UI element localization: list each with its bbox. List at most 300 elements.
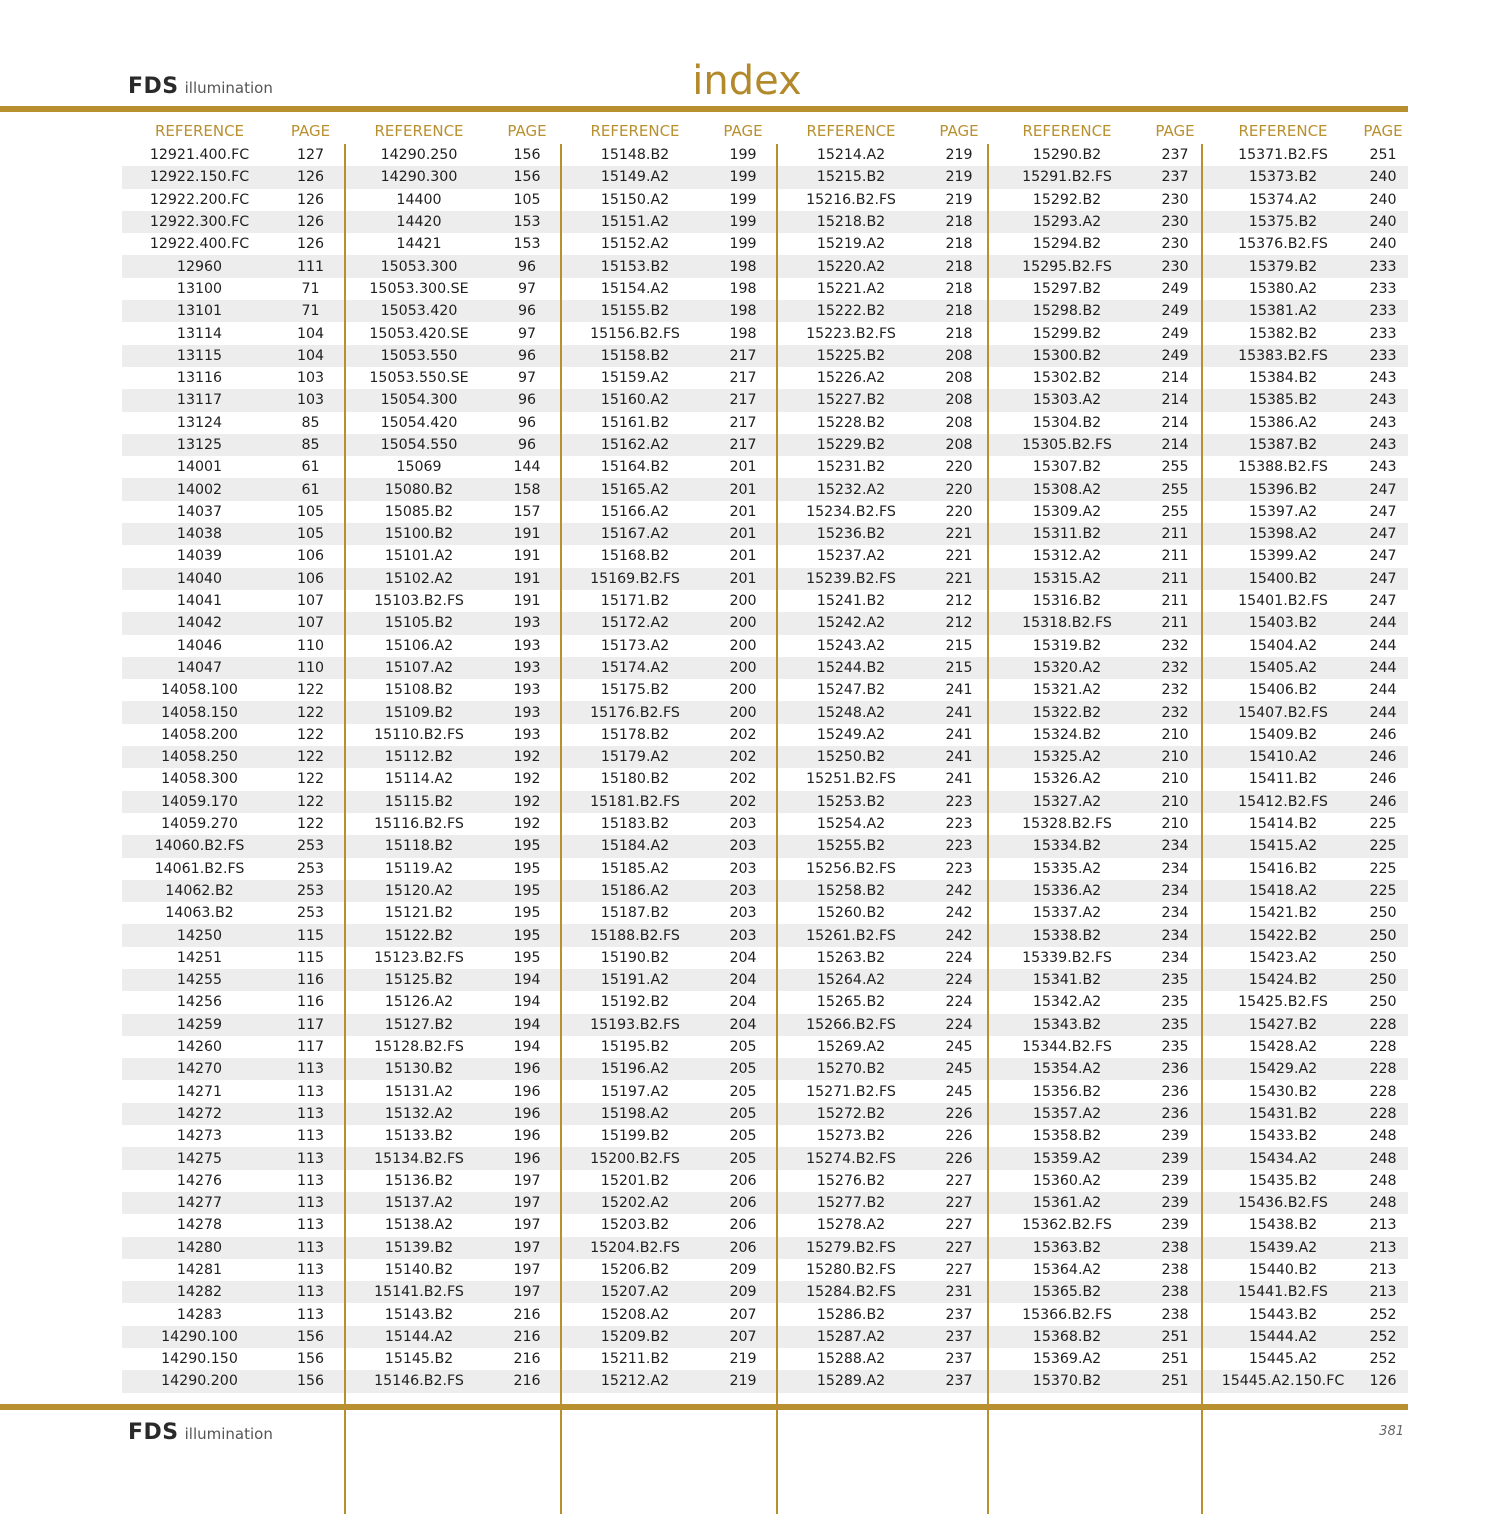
reference-cell: 15131.A2 — [384, 1083, 454, 1100]
reference-cell: 15251.B2.FS — [806, 771, 896, 788]
column-header-page: PAGE — [507, 122, 547, 140]
reference-cell: 15248.A2 — [816, 704, 886, 721]
page-cell: 200 — [729, 637, 757, 654]
reference-cell: 15140.B2 — [384, 1261, 454, 1278]
reference-cell: 15407.B2.FS — [1238, 704, 1328, 721]
column-group-divider — [560, 144, 562, 1514]
page-cell: 246 — [1369, 749, 1397, 766]
page-cell: 200 — [729, 704, 757, 721]
table-row — [122, 233, 1408, 255]
reference-cell: 15294.B2 — [1032, 236, 1102, 253]
reference-cell: 13125 — [176, 437, 223, 453]
page-cell: 240 — [1369, 191, 1397, 208]
reference-cell: 15144.A2 — [384, 1328, 454, 1345]
reference-cell: 15187.B2 — [600, 905, 670, 922]
page-cell: 194 — [513, 1016, 541, 1033]
page-cell: 200 — [729, 593, 757, 610]
reference-cell: 15422.B2 — [1248, 927, 1318, 944]
reference-cell: 14290.100 — [161, 1328, 238, 1345]
page-cell: 244 — [1369, 637, 1397, 654]
table-row — [122, 1036, 1408, 1058]
page-cell: 224 — [945, 972, 973, 989]
page-cell: 216 — [513, 1328, 541, 1345]
reference-cell: 15244.B2 — [816, 659, 886, 676]
page-cell: 193 — [513, 726, 541, 743]
page-cell: 113 — [296, 1150, 325, 1167]
reference-cell: 15371.B2.FS — [1238, 147, 1328, 164]
page-cell: 201 — [729, 570, 757, 587]
reference-cell: 13100 — [176, 280, 223, 297]
reference-cell: 14421 — [396, 236, 442, 253]
reference-cell: 15384.B2 — [1248, 370, 1318, 387]
page-cell: 243 — [1369, 437, 1397, 453]
reference-cell: 15273.B2 — [816, 1128, 886, 1145]
reference-cell: 15193.B2.FS — [590, 1016, 680, 1033]
page-cell: 104 — [296, 325, 325, 342]
reference-cell: 14040 — [176, 570, 223, 587]
reference-cell: 15425.B2.FS — [1238, 994, 1328, 1011]
reference-cell: 15319.B2 — [1032, 637, 1102, 654]
page-cell: 71 — [301, 303, 320, 320]
reference-cell: 14061.B2.FS — [154, 860, 245, 877]
page-cell: 204 — [729, 994, 757, 1011]
reference-cell: 15254.A2 — [816, 816, 886, 833]
page-cell: 252 — [1369, 1351, 1397, 1368]
reference-cell: 15435.B2 — [1248, 1172, 1318, 1189]
page-cell: 243 — [1369, 392, 1397, 409]
reference-cell: 15359.A2 — [1032, 1150, 1102, 1167]
page-cell: 206 — [729, 1239, 757, 1256]
page-cell: 196 — [513, 1083, 541, 1100]
reference-cell: 12960 — [176, 258, 223, 275]
reference-cell: 15141.B2.FS — [374, 1284, 464, 1301]
table-row — [122, 189, 1408, 211]
reference-cell: 15232.A2 — [816, 481, 886, 498]
reference-cell: 15183.B2 — [600, 816, 670, 833]
reference-cell: 15108.B2 — [384, 682, 454, 699]
reference-cell: 15202.A2 — [600, 1195, 670, 1212]
page-cell: 237 — [945, 1306, 973, 1323]
page-cell: 233 — [1369, 258, 1397, 275]
reference-cell: 15237.A2 — [816, 548, 886, 565]
page-cell: 113 — [296, 1128, 325, 1145]
page-cell: 207 — [729, 1306, 757, 1323]
column-header-reference: REFERENCE — [374, 122, 464, 140]
reference-cell: 15053.550 — [380, 347, 458, 364]
reference-cell: 15256.B2.FS — [806, 860, 896, 877]
page-cell: 193 — [513, 682, 541, 699]
page-cell: 221 — [945, 526, 973, 543]
reference-cell: 14250 — [176, 927, 223, 944]
page-cell: 122 — [296, 682, 325, 699]
reference-cell: 14042 — [176, 615, 223, 632]
reference-cell: 15362.B2.FS — [1022, 1217, 1112, 1234]
reference-cell: 15148.B2 — [600, 147, 670, 164]
reference-cell: 13117 — [176, 392, 223, 409]
reference-cell: 15298.B2 — [1032, 303, 1102, 320]
page-cell: 240 — [1369, 214, 1397, 231]
reference-cell: 15299.B2 — [1032, 325, 1102, 342]
reference-cell: 15444.A2 — [1248, 1328, 1318, 1345]
page-cell: 209 — [729, 1284, 757, 1301]
reference-cell: 14272 — [176, 1105, 223, 1122]
page-cell: 250 — [1369, 905, 1397, 922]
reference-cell: 15439.A2 — [1248, 1239, 1318, 1256]
page-cell: 218 — [945, 258, 973, 275]
column-header-page: PAGE — [1155, 122, 1195, 140]
page-cell: 227 — [945, 1239, 973, 1256]
reference-cell: 15105.B2 — [384, 615, 454, 632]
reference-cell: 15102.A2 — [384, 570, 454, 587]
page-cell: 205 — [729, 1150, 757, 1167]
reference-cell: 15155.B2 — [600, 303, 670, 320]
reference-cell: 15176.B2.FS — [590, 704, 680, 721]
page-cell: 106 — [296, 548, 325, 565]
reference-cell: 15405.A2 — [1248, 659, 1318, 676]
reference-cell: 15219.A2 — [816, 236, 886, 253]
header-divider — [0, 106, 1408, 112]
page-cell: 211 — [1161, 615, 1189, 632]
table-row — [122, 679, 1408, 701]
page-cell: 71 — [301, 280, 320, 297]
reference-cell: 15307.B2 — [1032, 459, 1102, 476]
reference-cell: 15260.B2 — [816, 905, 886, 922]
reference-cell: 15276.B2 — [816, 1172, 886, 1189]
reference-cell: 14002 — [176, 481, 223, 498]
page-cell: 196 — [513, 1150, 541, 1167]
table-row — [122, 568, 1408, 590]
reference-cell: 15204.B2.FS — [590, 1239, 680, 1256]
page-cell: 242 — [945, 882, 973, 899]
reference-cell: 14278 — [176, 1217, 223, 1234]
reference-cell: 15228.B2 — [816, 414, 886, 431]
page-cell: 203 — [729, 905, 757, 922]
page-cell: 197 — [513, 1195, 541, 1212]
page-cell: 201 — [729, 481, 757, 498]
reference-cell: 15080.B2 — [384, 481, 454, 498]
reference-cell: 15168.B2 — [600, 548, 670, 565]
page-cell: 249 — [1161, 347, 1189, 364]
page-cell: 122 — [296, 704, 325, 721]
reference-cell: 12922.150.FC — [149, 169, 250, 186]
page-cell: 96 — [517, 392, 537, 409]
reference-cell: 15429.A2 — [1248, 1061, 1318, 1078]
reference-cell: 15166.A2 — [600, 503, 670, 520]
table-row — [122, 1080, 1408, 1102]
table-row — [122, 1192, 1408, 1214]
page-cell: 200 — [729, 659, 757, 676]
reference-cell: 15381.A2 — [1248, 303, 1318, 320]
page-cell: 191 — [513, 548, 541, 565]
page-cell: 117 — [296, 1016, 325, 1033]
reference-cell: 14047 — [176, 659, 223, 676]
page-cell: 206 — [729, 1195, 757, 1212]
page-cell: 252 — [1369, 1328, 1397, 1345]
page-cell: 117 — [296, 1039, 325, 1056]
page-cell: 210 — [1161, 771, 1189, 788]
page-cell: 232 — [1161, 682, 1189, 699]
page-cell: 223 — [945, 860, 973, 877]
reference-cell: 15255.B2 — [816, 838, 886, 855]
page-cell: 153 — [513, 214, 541, 231]
reference-cell: 15334.B2 — [1032, 838, 1102, 855]
page-cell: 208 — [945, 347, 973, 364]
reference-cell: 15375.B2 — [1248, 214, 1318, 231]
page-cell: 242 — [945, 905, 973, 922]
reference-cell: 14039 — [176, 548, 223, 565]
reference-cell: 15400.B2 — [1248, 570, 1318, 587]
reference-cell: 15279.B2.FS — [806, 1239, 896, 1256]
reference-cell: 15309.A2 — [1032, 503, 1102, 520]
reference-cell: 14270 — [176, 1061, 223, 1078]
reference-cell: 15100.B2 — [384, 526, 454, 543]
reference-cell: 15358.B2 — [1032, 1128, 1102, 1145]
page-cell: 213 — [1369, 1284, 1397, 1301]
page-cell: 210 — [1161, 726, 1189, 743]
page-cell: 253 — [296, 838, 325, 855]
page-cell: 200 — [729, 615, 757, 632]
reference-cell: 15158.B2 — [600, 347, 670, 364]
table-row — [122, 545, 1408, 567]
page-cell: 211 — [1161, 593, 1189, 610]
reference-cell: 15053.420 — [380, 303, 458, 320]
page-cell: 225 — [1369, 882, 1397, 899]
page-cell: 199 — [729, 147, 757, 164]
page-cell: 250 — [1369, 972, 1397, 989]
page-cell: 241 — [945, 682, 973, 699]
reference-cell: 15354.A2 — [1032, 1061, 1102, 1078]
reference-cell: 15434.A2 — [1248, 1150, 1318, 1167]
page-cell: 205 — [729, 1105, 757, 1122]
reference-cell: 15366.B2.FS — [1022, 1306, 1112, 1323]
page-cell: 127 — [296, 147, 325, 164]
page-cell: 241 — [945, 771, 973, 788]
page-cell: 110 — [296, 659, 325, 676]
page-cell: 243 — [1369, 370, 1397, 387]
page-cell: 221 — [945, 570, 973, 587]
page-cell: 203 — [729, 816, 757, 833]
reference-cell: 15428.A2 — [1248, 1039, 1318, 1056]
table-row — [122, 947, 1408, 969]
reference-cell: 14280 — [176, 1239, 223, 1256]
page-cell: 249 — [1161, 325, 1189, 342]
page-cell: 198 — [729, 325, 757, 342]
reference-cell: 14058.200 — [161, 726, 238, 743]
page-cell: 237 — [1161, 147, 1189, 164]
page-cell: 209 — [729, 1261, 757, 1278]
page-cell: 202 — [729, 793, 757, 810]
page-cell: 217 — [729, 347, 757, 364]
reference-cell: 15242.A2 — [816, 615, 886, 632]
reference-cell: 15216.B2.FS — [806, 191, 896, 208]
reference-cell: 15415.A2 — [1248, 838, 1318, 855]
page-cell: 214 — [1161, 370, 1189, 387]
page-cell: 196 — [513, 1061, 541, 1078]
page-cell: 251 — [1369, 147, 1397, 164]
page-cell: 204 — [729, 1016, 757, 1033]
reference-cell: 14037 — [176, 503, 223, 520]
reference-cell: 15152.A2 — [600, 236, 670, 253]
page-cell: 235 — [1161, 1016, 1189, 1033]
column-group-divider — [344, 144, 346, 1514]
page-cell: 234 — [1161, 927, 1189, 944]
page-cell: 201 — [729, 526, 757, 543]
reference-cell: 15085.B2 — [384, 503, 454, 520]
column-header-page: PAGE — [723, 122, 763, 140]
table-row — [122, 1125, 1408, 1147]
page-cell: 195 — [513, 927, 541, 944]
reference-cell: 15139.B2 — [384, 1239, 454, 1256]
page-cell: 246 — [1369, 771, 1397, 788]
page-cell: 208 — [945, 392, 973, 409]
reference-cell: 12922.400.FC — [149, 236, 250, 253]
table-row — [122, 166, 1408, 188]
reference-cell: 15370.B2 — [1032, 1373, 1102, 1390]
page-cell: 239 — [1161, 1195, 1189, 1212]
reference-cell: 15190.B2 — [600, 949, 670, 966]
reference-cell: 15387.B2 — [1248, 437, 1318, 453]
page-cell: 61 — [301, 481, 320, 498]
reference-cell: 14290.200 — [161, 1373, 238, 1390]
page-cell: 245 — [945, 1039, 973, 1056]
reference-cell: 15308.A2 — [1032, 481, 1102, 498]
reference-cell: 15316.B2 — [1032, 593, 1102, 610]
page-number: 381 — [1379, 1424, 1404, 1439]
page-cell: 218 — [945, 280, 973, 297]
page-cell: 227 — [945, 1172, 973, 1189]
page-cell: 227 — [945, 1261, 973, 1278]
page-cell: 244 — [1369, 704, 1397, 721]
page-cell: 250 — [1369, 927, 1397, 944]
table-row — [122, 880, 1408, 902]
page-cell: 211 — [1161, 548, 1189, 565]
page-cell: 115 — [296, 927, 325, 944]
table-header-row — [122, 118, 1408, 144]
reference-cell: 15226.A2 — [816, 370, 886, 387]
page-cell: 207 — [729, 1328, 757, 1345]
page-cell: 235 — [1161, 972, 1189, 989]
page-cell: 241 — [945, 726, 973, 743]
reference-cell: 15119.A2 — [384, 860, 454, 877]
reference-cell: 15118.B2 — [384, 838, 454, 855]
page-cell: 234 — [1161, 905, 1189, 922]
reference-cell: 14058.250 — [161, 749, 238, 766]
page-cell: 197 — [513, 1172, 541, 1189]
page-cell: 206 — [729, 1172, 757, 1189]
page-cell: 220 — [945, 459, 973, 476]
page-cell: 216 — [513, 1351, 541, 1368]
reference-cell: 15053.420.SE — [369, 325, 469, 342]
page-cell: 201 — [729, 548, 757, 565]
table-row — [122, 1058, 1408, 1080]
page-cell: 217 — [729, 437, 757, 453]
page-cell: 255 — [1161, 503, 1189, 520]
reference-cell: 15247.B2 — [816, 682, 886, 699]
reference-cell: 15365.B2 — [1032, 1284, 1102, 1301]
page-cell: 198 — [729, 303, 757, 320]
page-cell: 153 — [513, 236, 541, 253]
page-cell: 195 — [513, 949, 541, 966]
reference-cell: 15114.A2 — [384, 771, 454, 788]
reference-cell: 15207.A2 — [600, 1284, 670, 1301]
page-cell: 246 — [1369, 726, 1397, 743]
reference-cell: 15269.A2 — [816, 1039, 886, 1056]
page-cell: 96 — [517, 437, 537, 453]
reference-cell: 13114 — [176, 325, 223, 342]
reference-cell: 15357.A2 — [1032, 1105, 1102, 1122]
reference-cell: 15379.B2 — [1248, 258, 1318, 275]
reference-cell: 15110.B2.FS — [374, 726, 464, 743]
page-title: index — [692, 58, 802, 104]
reference-cell: 15399.A2 — [1248, 548, 1318, 565]
reference-cell: 14400 — [396, 191, 442, 208]
reference-cell: 14281 — [176, 1261, 223, 1278]
reference-cell: 15271.B2.FS — [806, 1083, 896, 1100]
reference-cell: 14290.300 — [380, 169, 458, 186]
table-row — [122, 478, 1408, 500]
reference-cell: 15186.A2 — [600, 882, 670, 899]
reference-cell: 15054.420 — [380, 414, 458, 431]
reference-cell: 15161.B2 — [600, 414, 670, 431]
page-cell: 225 — [1369, 838, 1397, 855]
page-cell: 200 — [729, 682, 757, 699]
page-cell: 220 — [945, 481, 973, 498]
reference-cell: 15188.B2.FS — [590, 927, 680, 944]
reference-cell: 15274.B2.FS — [806, 1150, 896, 1167]
index-table — [122, 118, 1408, 1393]
page-cell: 115 — [296, 949, 325, 966]
reference-cell: 15128.B2.FS — [374, 1039, 464, 1056]
reference-cell: 15441.B2.FS — [1238, 1284, 1328, 1301]
page-cell: 158 — [513, 481, 541, 498]
reference-cell: 15343.B2 — [1032, 1016, 1102, 1033]
page-cell: 203 — [729, 927, 757, 944]
reference-cell: 15197.A2 — [600, 1083, 670, 1100]
page-cell: 113 — [296, 1083, 325, 1100]
reference-cell: 14420 — [396, 214, 442, 231]
reference-cell: 15249.A2 — [816, 726, 886, 743]
reference-cell: 15122.B2 — [384, 927, 454, 944]
reference-cell: 15410.A2 — [1248, 749, 1318, 766]
page-cell: 250 — [1369, 949, 1397, 966]
page-cell: 246 — [1369, 793, 1397, 810]
reference-cell: 15115.B2 — [384, 793, 454, 810]
page-cell: 96 — [517, 303, 537, 320]
reference-cell: 15412.B2.FS — [1238, 793, 1328, 810]
page-cell: 156 — [513, 147, 541, 164]
table-row — [122, 345, 1408, 367]
page-cell: 85 — [301, 414, 320, 431]
page-cell: 237 — [945, 1373, 973, 1390]
reference-cell: 15227.B2 — [816, 392, 886, 409]
reference-cell: 15406.B2 — [1248, 682, 1318, 699]
page-cell: 239 — [1161, 1150, 1189, 1167]
reference-cell: 15397.A2 — [1248, 503, 1318, 520]
page-cell: 195 — [513, 882, 541, 899]
page-cell: 202 — [729, 726, 757, 743]
brand-subtitle: illumination — [184, 1425, 273, 1443]
reference-cell: 15364.A2 — [1032, 1261, 1102, 1278]
reference-cell: 15440.B2 — [1248, 1261, 1318, 1278]
page-cell: 216 — [513, 1373, 541, 1390]
reference-cell: 15053.300 — [380, 258, 458, 275]
page-cell: 202 — [729, 771, 757, 788]
page-cell: 196 — [513, 1128, 541, 1145]
page-cell: 241 — [945, 704, 973, 721]
page-cell: 224 — [945, 1016, 973, 1033]
page-cell: 241 — [945, 749, 973, 766]
page-cell: 107 — [296, 593, 325, 610]
